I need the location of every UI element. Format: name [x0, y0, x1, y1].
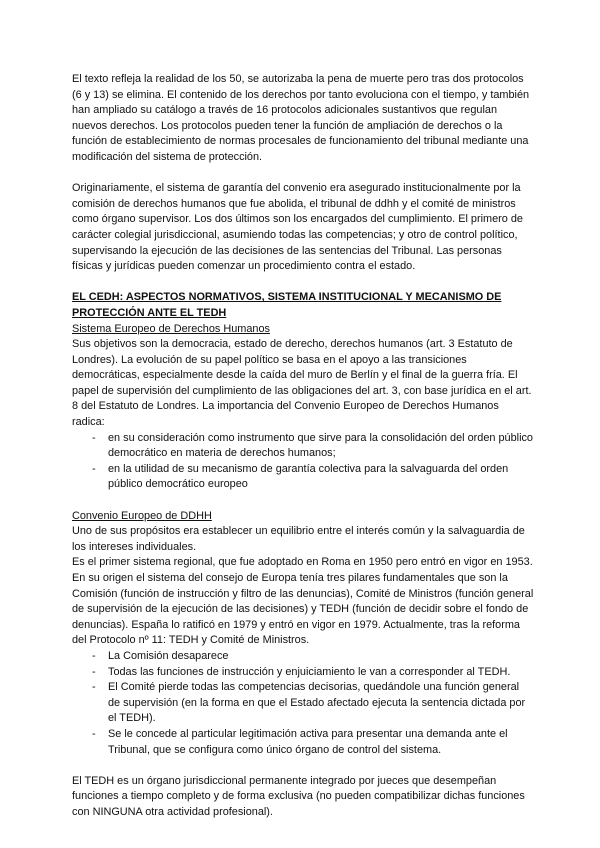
paragraph-history: Es el primer sistema regional, que fue adoptado en Roma en 1950 pero entró en vigor en 1953. En su origen el sistema del consejo de Europa tenía tres pilares fundamentales que son la Comisión (función de instrucción y filtro de las denuncias), Comité de Ministros (función general de supervisión de la ejecución de las decisiones) y TEDH (función de decidir sobre el fondo de denuncias). España lo ratificó en 1979 y entró en vigor en 1979. Actualmente, tras la reforma del Protocolo nº 11: TEDH y Comité de Ministros. [72, 556, 534, 647]
list-reform [72, 649, 534, 758]
list-item: - Todas las funciones de instrucción y enjuiciamiento le van a corresponder al TEDH. [72, 665, 534, 681]
list-item: - Se le concede al particular legitimación activa para presentar una demanda ante el Tribunal, que se configura como único órgano de control del sistema. [72, 727, 534, 758]
subheading-sistema-europeo: Sistema Europeo de Derechos Humanos [72, 322, 270, 335]
list-importance [72, 431, 534, 493]
paragraph-protocols: El texto refleja la realidad de los 50, se autorizaba la pena de muerte pero tras dos protocolos (6 y 13) se elimina. El contenido de los derechos por tanto evoluciona con el tiempo, y también han ampliado su catálogo a través de 16 protocolos adicionales sustantivos que regulan nuevos derechos. Los protocolos pueden tener la función de ampliación de derechos o la función de establecimiento de normas procesales de funcionamiento del tribunal mediante una modificación del sistema de protección. [72, 73, 530, 163]
list-item: - en su consideración como instrumento que sirve para la consolidación del orden público democrático en materia de derechos humanos; [72, 431, 534, 462]
list-item: - El Comité pierde todas las competencias decisorias, quedándole una función general de supervisión (en la forma en que el Estado afectado ejecuta la sentencia dictada por el TEDH). [72, 680, 534, 727]
document-page [72, 72, 534, 821]
paragraph-original-system: Originariamente, el sistema de garantía del convenio era asegurado institucionalmente por la comisión de derechos humanos que fue abolida, el tribunal de ddhh y el comité de ministros como órgano supervisor. Los dos últimos son los encargados del cumplimiento. El primero de carácter colegial jurisdiccional, asumiendo todas las competencias; y otro de control político, supervisando la ejecución de las decisiones de las sentencias del Tribunal. Las personas físicas y jurídicas pueden comenzar un procedimiento contra el estado. [72, 182, 523, 273]
paragraph-purposes: Uno de sus propósitos era establecer un equilibrio entre el interés común y la salvaguardia de los intereses individuales. [72, 525, 525, 553]
paragraph-objectives: Sus objetivos son la democracia, estado de derecho, derechos humanos (art. 3 Estatuto de Londres). La evolución de su papel político se basa en el apoyo a las transiciones democráticas, especialmente desde la caída del muro de Berlín y el final de la guerra fría. El papel de supervisión del cumplimiento de las obligaciones del art. 3, con base jurídica en el art. 8 del Estatuto de Londres. La importancia del Convenio Europeo de Derechos Humanos radica: [72, 338, 532, 429]
section-heading-cedh: EL CEDH: ASPECTOS NORMATIVOS, SISTEMA INSTITUCIONAL Y MECANISMO DE PROTECCIÓN ANTE EL TEDH [72, 291, 502, 319]
list-item: - La Comisión desaparece [72, 649, 534, 665]
subheading-convenio: Convenio Europeo de DDHH [72, 509, 212, 522]
list-item: - en la utilidad de su mecanismo de garantía colectiva para la salvaguarda del orden público democrático europeo [72, 462, 534, 493]
paragraph-tedh: El TEDH es un órgano jurisdiccional permanente integrado por jueces que desempeñan funciones a tiempo completo y de forma exclusiva (no pueden compatibilizar dichas funciones con NINGUNA otra actividad profesional). [72, 774, 525, 818]
